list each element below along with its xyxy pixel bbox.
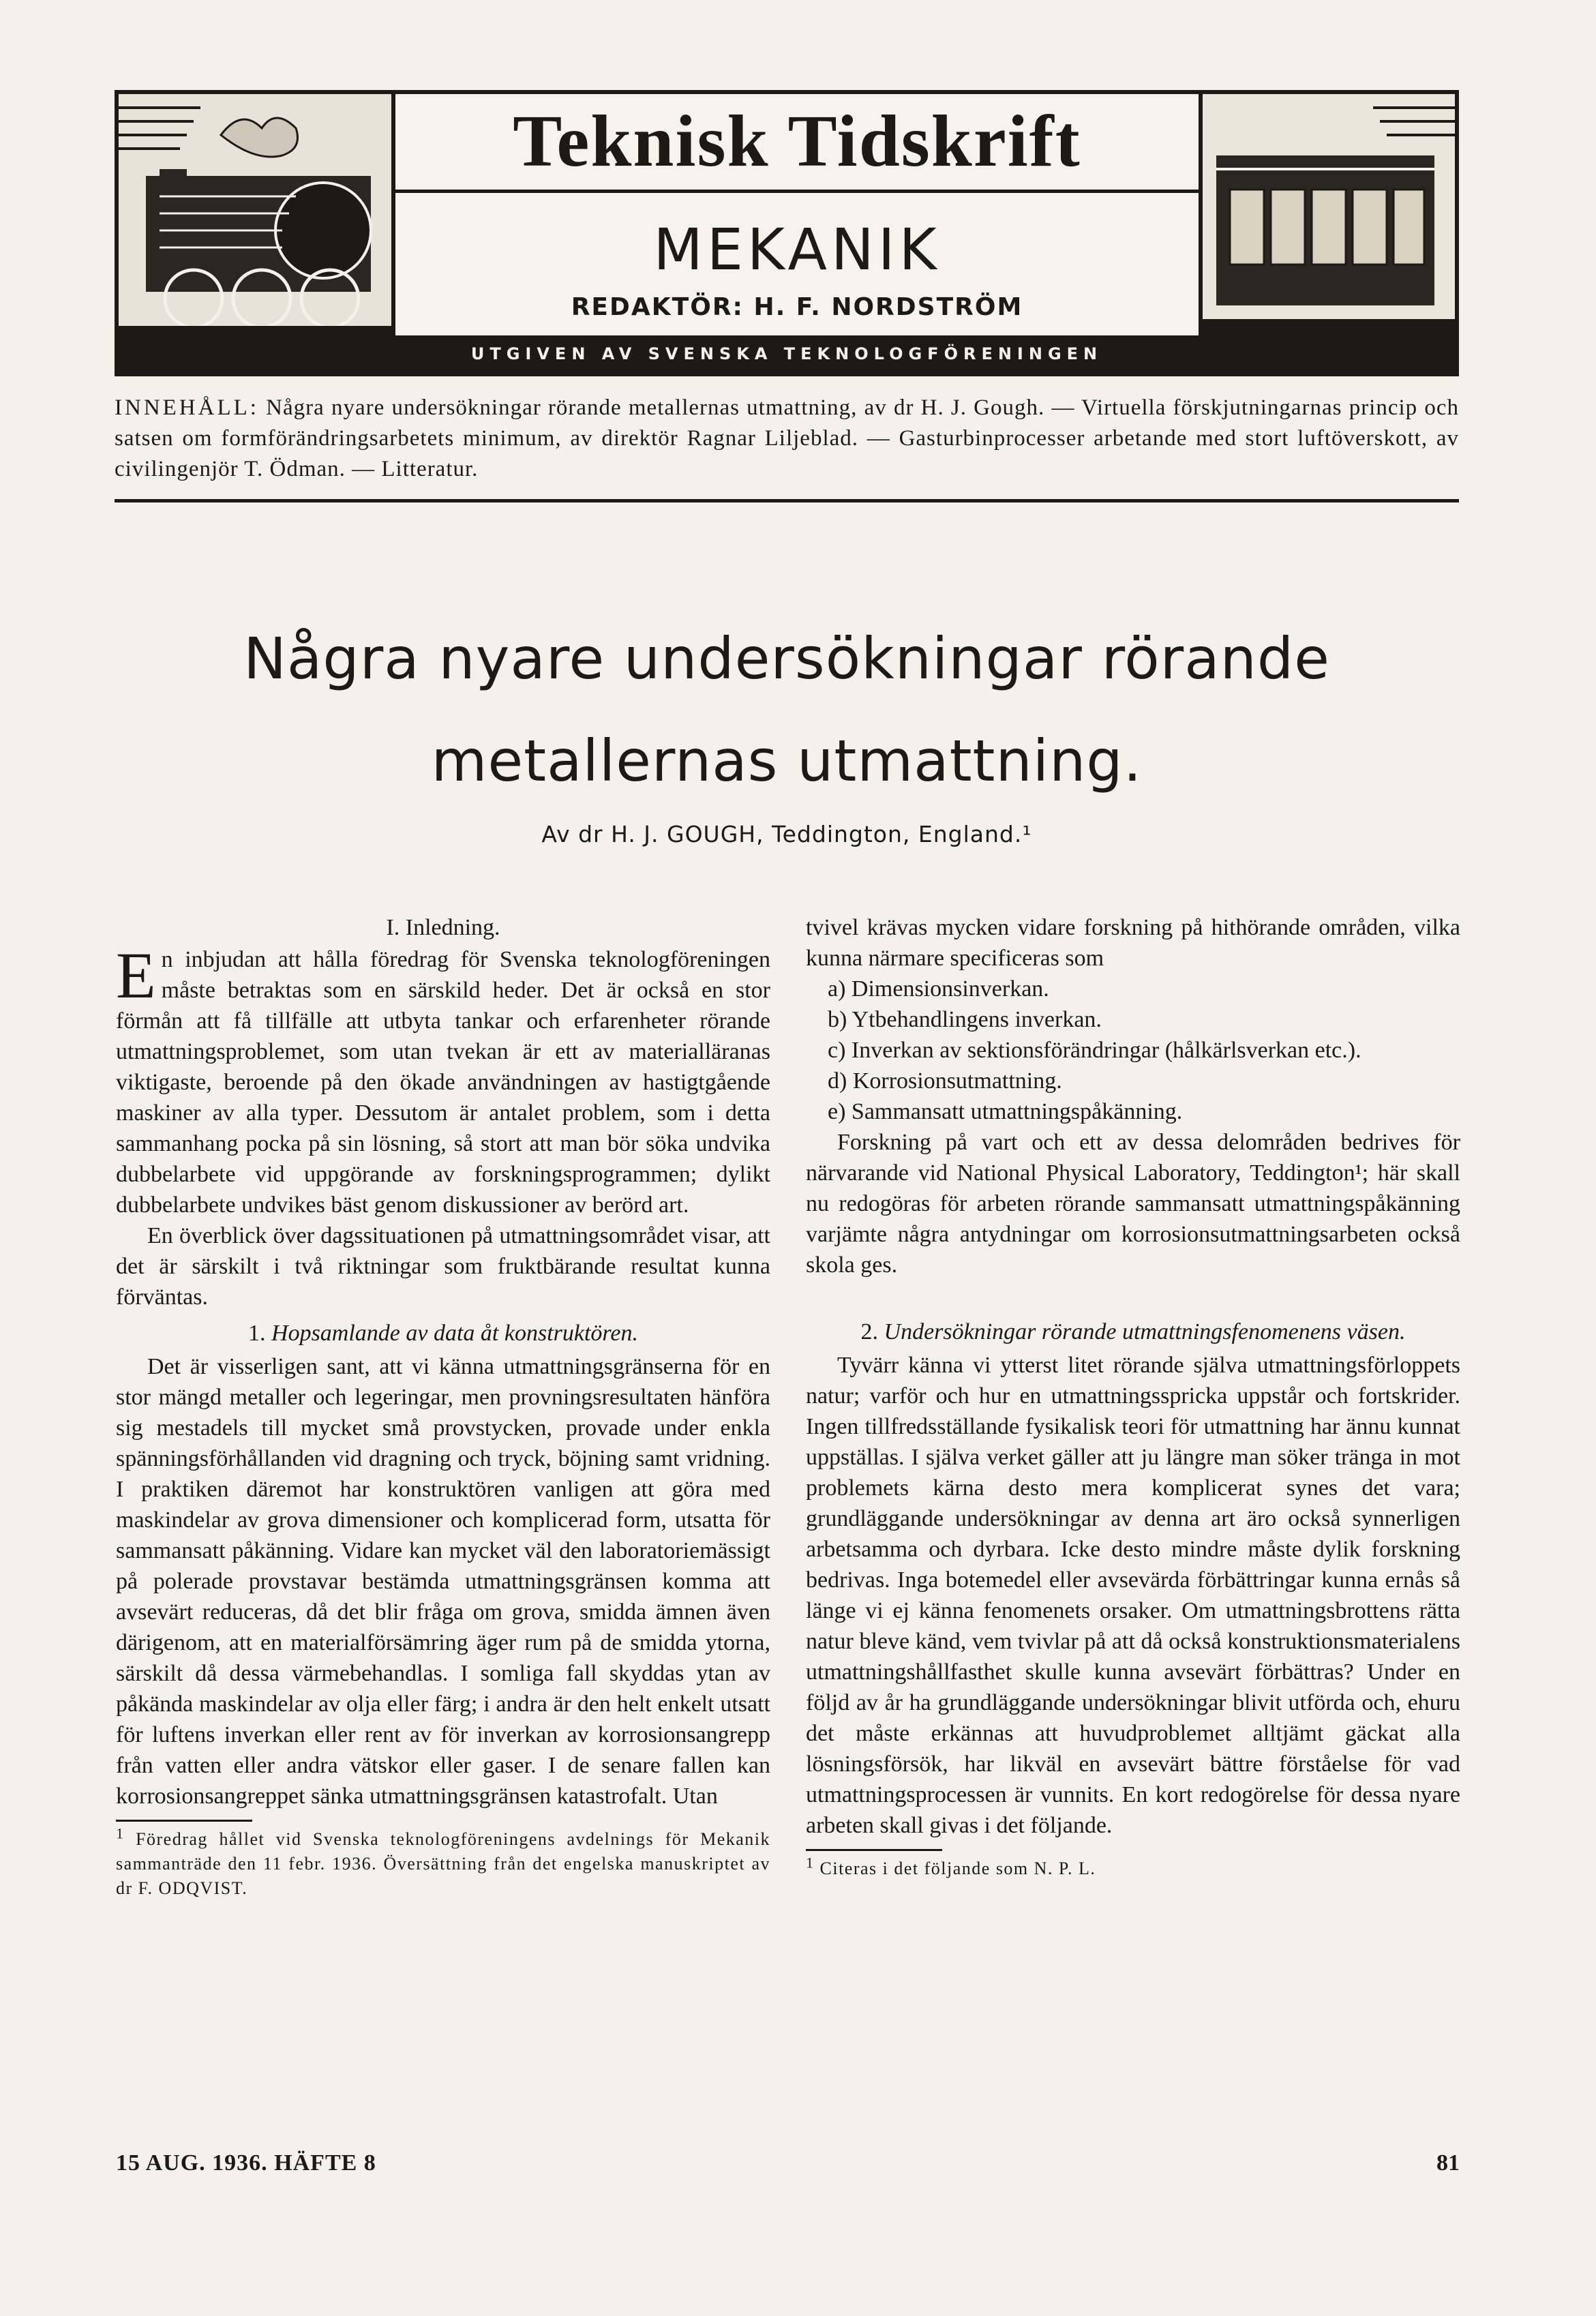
publisher-banner: UTGIVEN AV SVENSKA TEKNOLOGFÖRENINGEN [119, 335, 1455, 372]
intro-paragraph-1-text: n inbjudan att hålla föredrag för Svenska teknologföreningen måste betraktas som en särskild heder. Det är också en stor förmån att få tillfälle att utbyta tankar och erfarenheter rörande utmattningsproblemet, som utan tvekan är ett av materialläranas viktigaste, beroende på den ökade användningen av hastigtgående maskiner av alla typer. Dessutom är antalet problem, som i detta sammanhang pocka på sin lösning, så stort att man bör söka undvika dubbelarbete vid uppgörande av forskningsprogrammen; dylikt dubbelarbete undvikes bäst genom diskussioner av berörd art. [116, 947, 770, 1218]
intro-paragraph-2: En överblick över dagssituationen på utmattningsområdet visar, att det är särskilt i två riktningar som fruktbärande resultat kunna förväntas. [116, 1223, 770, 1310]
body-paragraph-1: Det är visserligen sant, att vi känna utmattningsgränserna för en stor mängd metaller och legeringar, men provningsresultaten hänföra sig mestadels till mycket små provstycken, provade under enkla spänningsförhållanden vid dragning och tryck, böjning samt vridning. I praktiken däremot har konstruktören vanligen att göra med maskindelar av grova dimensioner och komplicerad form, utsatta för sammansatt påkänning. Vidare kan mycket väl den laboratoriemässigt på polerade provstavar bestämda utmattningsgränsen komma att avsevärt reduceras, då det blir fråga om grova, smidda ämnen även därigenom, att en materialförsämring äger rum på de smidda ytorna, särskilt då dessa värmebehandlas. I somliga fall skyddas ytan av påkända maskindelar av olja eller färg; i andra är den helt enkelt utsatt för luftens inverkan eller rent av för inverkan av korrosionsangrepp från vatten eller andra vätskor eller gaser. I de senare fallen kan korrosionsangreppet sänka utmattningsgränsen katastrofalt. Utan [116, 1354, 770, 1809]
footnote-left [116, 1824, 771, 1901]
body-paragraph-3: Tyvärr känna vi ytterst litet rörande själva utmattningsförloppets natur; varför och hur en utmattningsspricka uppstår och fortskrider. Ingen tillfredsställande fysikalisk teori för utmattning har ännu kunnat uppställas. I själva verket gäller att ju längre man söker tränga in mot problemets kärna desto mera komplicerat synes det vara; grundläggande undersökningar av denna art äro också synnerligen arbetsamma och dyrbara. Icke desto mindre måste dylik forskning bedrivas. Inga botemedel eller avsevärda förbättringar kunna ernås så länge vi ej känna fenomenets orsaker. Om utmattningsbrottens rätta natur bleve känd, vem tvivlar på att då också konstruktionsmaterialens utmattningshållfasthet skulle kunna avsevärt förbättras? Under en följd av år ha grundläggande undersökningar blivit utförda och, ehuru det måste erkännas att huvudproblemet alltjämt gäckat alla lösningsförsök, har likväl en avsevärt bättre förståelse för vad utmattningsprocessen är vunnits. En kort redogörelse för dessa nyare arbeten skall givas i det följande. [806, 1353, 1460, 1838]
editor-line: REDAKTÖR: H. F. NORDSTRÖM [571, 293, 1023, 321]
intro-paragraph-1 [116, 939, 770, 1220]
subsection-title: Hopsamlande av data åt konstruktören. [271, 1321, 638, 1346]
footnote-marker: 1 [116, 1824, 125, 1842]
left-column [116, 912, 770, 1901]
list-item: d) Korrosionsutmattning. [828, 1068, 1062, 1094]
engine-illustration [1199, 94, 1455, 340]
masthead [115, 90, 1459, 376]
magazine-title: Teknisk Tidskrift [513, 101, 1081, 182]
footnote-right [806, 1856, 1460, 1881]
footnote-divider [116, 1820, 252, 1822]
article-title-line-2: metallernas utmattning. [431, 727, 1143, 794]
footnote-divider [806, 1849, 942, 1851]
page-number: 81 [1436, 2150, 1460, 2176]
list-item: e) Sammansatt utmattningspåkänning. [828, 1099, 1183, 1124]
body-paragraph-2: Forskning på vart och ett av dessa delområden bedrives för närvarande vid National Physical Laboratory, Teddington¹; här skall nu redogöras för arbeten rörande sammansatt utmattningspåkänning varjämte några antydningar om korrosionsutmattningsarbeten också skola ges. [806, 1130, 1460, 1278]
section-name: MEKANIK [653, 216, 941, 283]
research-areas-list [806, 974, 1460, 1127]
subsection-heading-1 [116, 1318, 770, 1349]
subsection-heading-2 [806, 1317, 1460, 1347]
footnote-text: Citeras i det följande som N. P. L. [819, 1859, 1096, 1878]
list-item: c) Inverkan av sektionsförändringar (hålkärlsverkan etc.). [828, 1038, 1361, 1063]
locomotive-illustration [119, 94, 395, 340]
contents-divider [115, 499, 1459, 502]
list-item: b) Ytbehandlingens inverkan. [828, 1007, 1102, 1032]
footnote-text: Föredrag hållet vid Svenska teknologföreningens avdelnings för Mekanik sammanträde den 11 febr. 1936. Översättning från det engelska manuskriptet av dr F. ODQVIST. [116, 1829, 771, 1898]
article-byline: Av dr H. J. GOUGH, Teddington, England.¹ [541, 821, 1032, 847]
section-heading-introduction: I. Inledning. [386, 915, 500, 940]
continuation-paragraph: tvivel krävas mycken vidare forskning på hithörande områden, vilka kunna närmare specificeras som [806, 915, 1460, 971]
contents-label: INNEHÅLL: [115, 395, 259, 420]
right-column [806, 912, 1460, 1881]
issue-date: 15 AUG. 1936. HÄFTE 8 [116, 2150, 376, 2176]
subsection-title: Undersökningar rörande utmattningsfenomenens väsen. [884, 1319, 1406, 1344]
list-item: a) Dimensionsinverkan. [828, 976, 1049, 1002]
footnote-marker: 1 [806, 1854, 815, 1871]
contents-text: Några nyare undersökningar rörande metallernas utmattning, av dr H. J. Gough. — Virtuella förskjutningarnas princip och satsen om formförändringsarbetets minimum, av direktör Ragnar Liljeblad. — Gasturbinprocesser arbetande med stort luftöverskott, av civilingenjör T. Ödman. — Litteratur. [115, 395, 1460, 481]
subsection-number: 1. [248, 1321, 266, 1346]
article-title-line-1: Några nyare undersökningar rörande [243, 625, 1330, 692]
subsection-number: 2. [860, 1319, 879, 1344]
masthead-divider [391, 190, 1203, 193]
drop-cap: E [116, 939, 156, 1012]
table-of-contents [115, 393, 1459, 485]
